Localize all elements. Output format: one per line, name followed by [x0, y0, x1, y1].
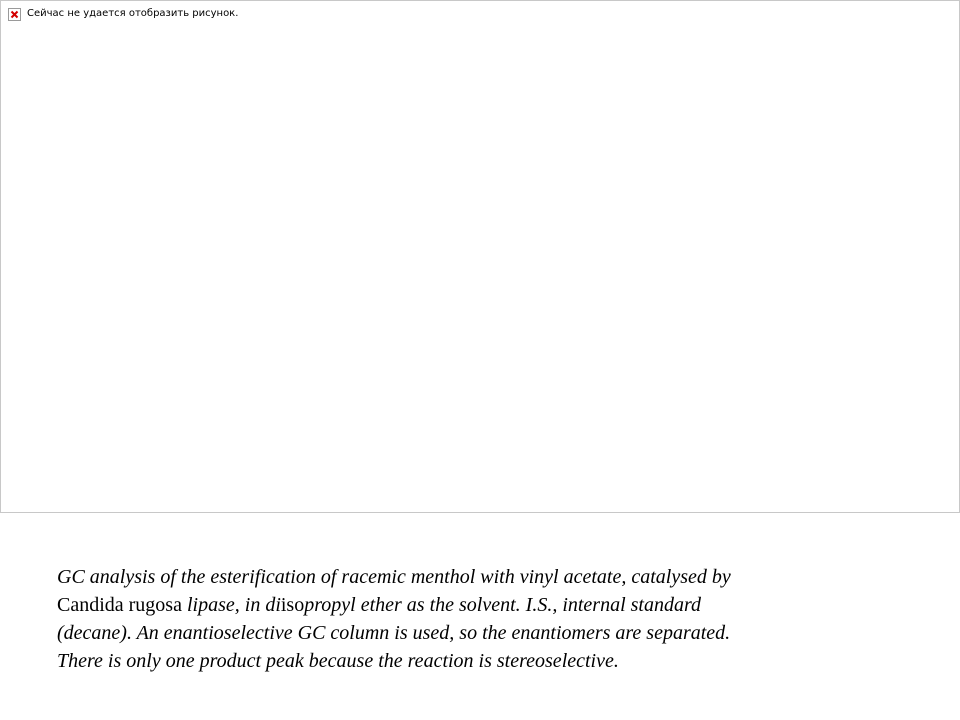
caption-line-4: There is only one product peak because the reaction is stereoselective.: [57, 650, 619, 672]
caption-iso-prefix: iso: [280, 594, 305, 616]
caption-line-2: [57, 591, 907, 619]
figure-caption: [57, 563, 907, 675]
caption-line-2-end: propyl ether as the solvent. I.S., internal standard: [304, 594, 702, 616]
caption-line-2-mid: lipase, in di: [181, 594, 281, 616]
broken-image-message: Сейчас не удается отобразить рисунок.: [27, 8, 239, 19]
caption-line-3: (decane). An enantioselective GC column is used, so the enantiomers are separated.: [57, 622, 731, 644]
caption-line-1: GC analysis of the esterification of racemic menthol with vinyl acetate, catalysed by: [57, 566, 731, 588]
broken-image-icon: [8, 8, 21, 21]
caption-species-name: Candida rugosa: [57, 594, 182, 616]
